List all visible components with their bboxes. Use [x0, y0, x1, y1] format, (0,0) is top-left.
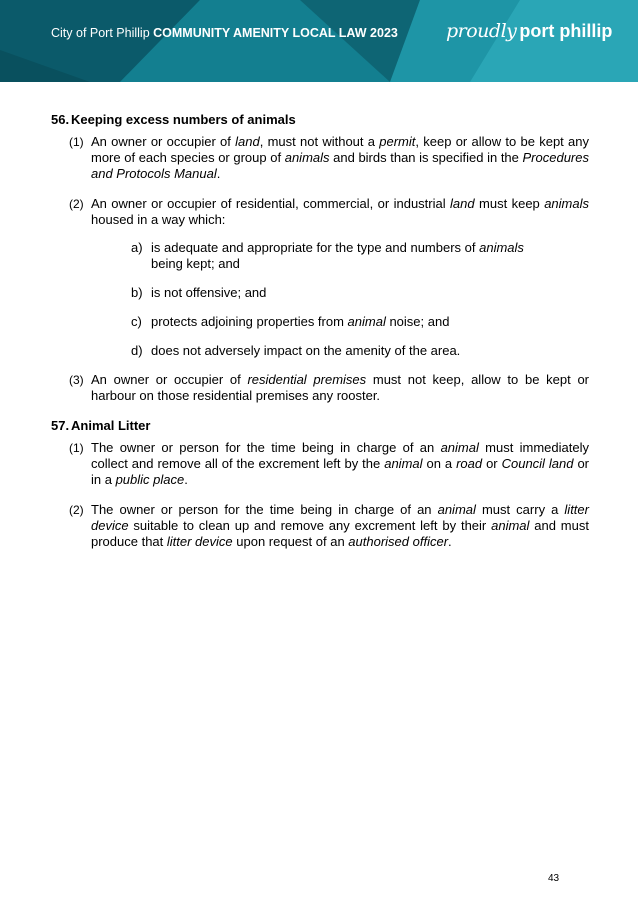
clause-text-run: . [184, 472, 188, 487]
defined-term: litter device [166, 534, 233, 549]
sub-clause [131, 240, 589, 272]
defined-term: animals [284, 150, 330, 165]
clause-text-run: , must not without a [259, 134, 380, 149]
sub-clause-text [151, 285, 589, 301]
clause-text [91, 134, 589, 182]
clause-text-run: does not adversely impact on the amenity of the area. [151, 343, 461, 358]
clause [69, 372, 589, 404]
clause-number: (2) [69, 503, 84, 517]
document-body [51, 112, 589, 564]
defined-term: litter device [91, 502, 589, 533]
section-57-heading [51, 418, 589, 434]
clause-text-run: The owner or person for the time being in charge of an [91, 502, 438, 517]
clause [69, 134, 589, 182]
clause-text-run: must immediately collect and remove all of the excrement left by the [91, 440, 589, 471]
defined-term: public place [115, 472, 185, 487]
sub-clause-text [151, 343, 589, 359]
document-title [51, 26, 398, 40]
clause-text-run: noise; and [385, 314, 450, 329]
section-number: 56. [51, 112, 70, 127]
clause-text-run: and must produce that [91, 518, 589, 549]
clause-number: (1) [69, 135, 84, 149]
sub-clause-letter: c) [131, 314, 142, 329]
section-56-heading [51, 112, 589, 128]
clause-text-run: or [482, 456, 502, 471]
section-title: Animal Litter [71, 418, 151, 433]
clause-text-run: must carry a [475, 502, 565, 517]
logo-word: port phillip [519, 21, 613, 41]
clause [69, 502, 589, 550]
defined-term: animal [384, 456, 423, 471]
logo-script: proudly [446, 20, 517, 42]
defined-term: land [235, 134, 260, 149]
defined-term: authorised officer [348, 534, 449, 549]
clause-number: (2) [69, 197, 84, 211]
clause-number: (3) [69, 373, 84, 387]
sub-clause-letter: b) [131, 285, 143, 300]
sub-clause [131, 343, 589, 359]
defined-term: Council land [501, 456, 574, 471]
clause-text-run: . [216, 166, 221, 181]
sub-clause-text [151, 314, 589, 330]
clause-text-run: An owner or occupier of [91, 372, 248, 387]
sub-clause-text [151, 240, 589, 272]
clause-text-run: suitable to clean up and remove any excrement left by their [128, 518, 492, 533]
defined-term: residential premises [247, 372, 367, 387]
clause-text-run: or in a [91, 456, 589, 487]
header-banner [0, 0, 638, 82]
clause-text-run: and birds than is specified in the [329, 150, 523, 165]
clause [69, 440, 589, 488]
clause-text-run: , keep or allow to be kept any more of each species or group of [91, 134, 589, 165]
port-phillip-logo [446, 20, 612, 50]
defined-term: land [450, 196, 475, 211]
clause-text-run: is adequate and appropriate for the type and numbers of [151, 240, 480, 255]
clause-text-run: must keep [474, 196, 545, 211]
page-number: 43 [548, 873, 560, 884]
clause-text-run: . [448, 534, 452, 549]
section-title: Keeping excess numbers of animals [71, 112, 296, 127]
defined-term: animals [479, 240, 524, 255]
defined-term: animal [437, 502, 476, 517]
clause-text-run: protects adjoining properties from [151, 314, 348, 329]
sub-clause-list [51, 240, 589, 359]
clause-number: (1) [69, 441, 84, 455]
clause-text-run: housed in a way which: [91, 212, 226, 227]
sub-clause-letter: d) [131, 343, 143, 358]
clause-text-run: being kept; and [151, 256, 240, 271]
clause-text-run: An owner or occupier of residential, commercial, or industrial [91, 196, 451, 211]
section-number: 57. [51, 418, 70, 433]
title-prefix: City of Port Phillip [51, 26, 150, 40]
defined-term: animal [440, 440, 479, 455]
defined-term: road [456, 456, 483, 471]
clause-text-run: An owner or occupier of [91, 134, 236, 149]
clause-text [91, 196, 589, 228]
defined-term: permit [379, 134, 416, 149]
clause-text [91, 372, 589, 404]
sub-clause-letter: a) [131, 240, 143, 255]
clause-text-run: must not keep, allow to be kept or harbour on those residential premises any rooster. [91, 372, 590, 403]
title-main: COMMUNITY AMENITY LOCAL LAW 2023 [153, 26, 398, 40]
clause-text [91, 440, 589, 488]
sub-clause [131, 285, 589, 301]
defined-term: animal [347, 314, 386, 329]
clause-text [91, 502, 589, 550]
clause-text-run: is not offensive; and [151, 285, 267, 300]
clause-text-run: on a [422, 456, 457, 471]
defined-term: animal [491, 518, 530, 533]
defined-term: animals [544, 196, 589, 211]
section-56-clauses [51, 134, 589, 404]
clause [69, 196, 589, 228]
defined-term: Procedures and Protocols Manual [91, 150, 589, 181]
clause-text-run: The owner or person for the time being in charge of an [91, 440, 441, 455]
clause-text-run: upon request of an [232, 534, 349, 549]
section-57-clauses [51, 440, 589, 550]
sub-clause [131, 314, 589, 330]
